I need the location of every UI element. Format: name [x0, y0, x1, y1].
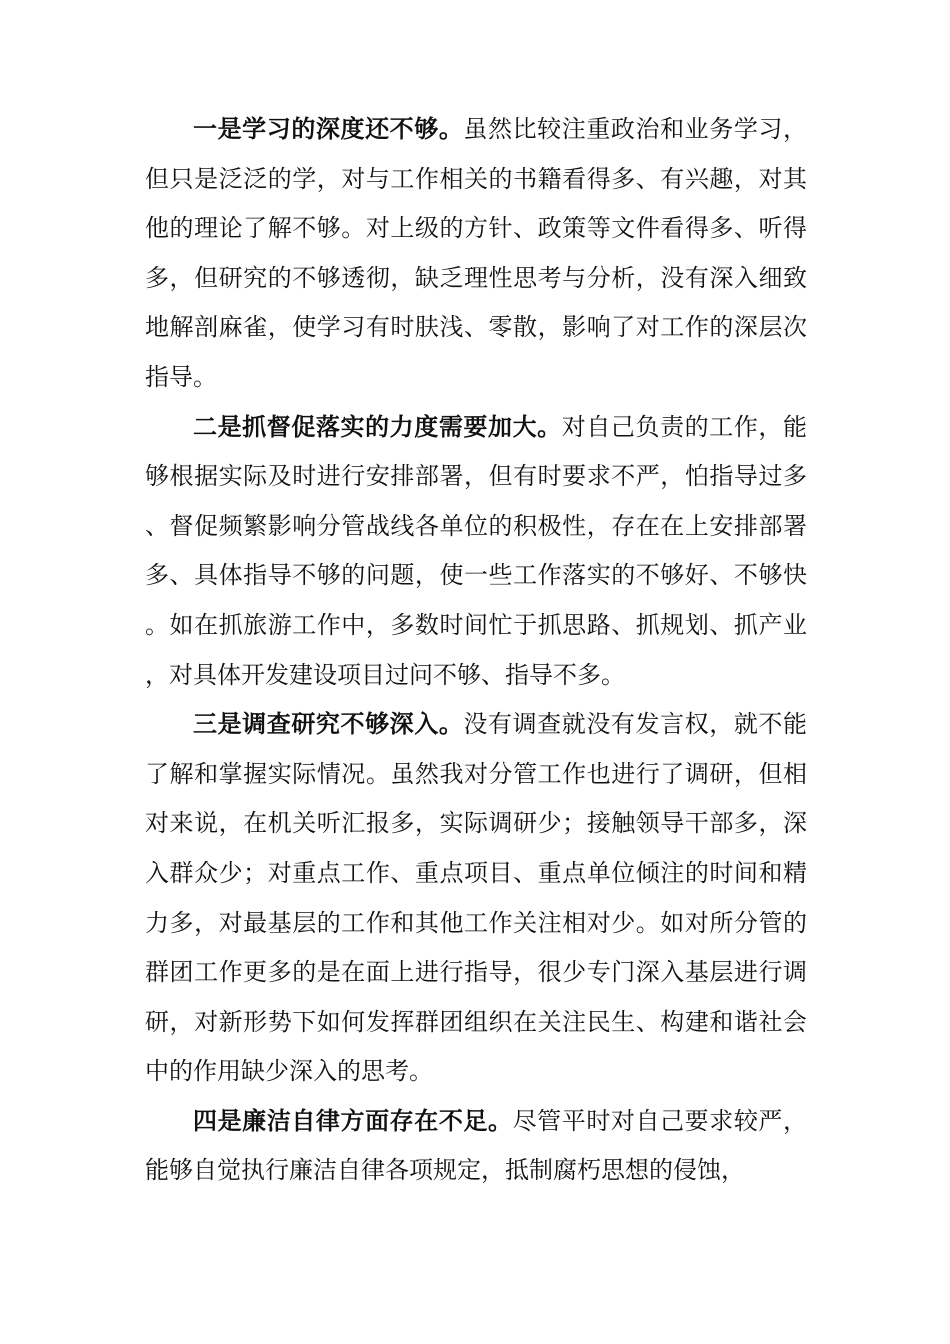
- paragraph-1: [145, 105, 807, 403]
- paragraph-2-text: 对自己负责的工作，能够根据实际及时进行安排部署，但有时要求不严，怕指导过多、督促频繁影响分管战线各单位的积极性，存在在上安排部署多、具体指导不够的问题，使一些工作落实的不够好、不够快。如在抓旅游工作中，多数时间忙于抓思路、抓规划、抓产业，对具体开发建设项目过问不够、指导不多。: [145, 412, 807, 689]
- paragraph-3-heading: 三是调查研究不够深入。: [193, 710, 464, 739]
- paragraph-1-heading: 一是学习的深度还不够。: [193, 115, 464, 143]
- paragraph-2-heading: 二是抓督促落实的力度需要加大。: [193, 412, 562, 441]
- document-body: [145, 105, 807, 1196]
- paragraph-3: [145, 700, 807, 1097]
- paragraph-4: [145, 1097, 807, 1196]
- paragraph-4-heading: 四是廉洁自律方面存在不足。: [193, 1106, 513, 1135]
- paragraph-3-text: 没有调查就没有发言权，就不能了解和掌握实际情况。虽然我对分管工作也进行了调研，但相对来说，在机关听汇报多，实际调研少；接触领导干部多，深入群众少；对重点工作、重点项目、重点单位倾注的时间和精力多，对最基层的工作和其他工作关注相对少。如对所分管的群团工作更多的是在面上进行指导，很少专门深入基层进行调研，对新形势下如何发挥群团组织在关注民生、构建和谐社会中的作用缺少深入的思考。: [145, 710, 808, 1086]
- paragraph-1-text: 虽然比较注重政治和业务学习，但只是泛泛的学，对与工作相关的书籍看得多、有兴趣，对其他的理论了解不够。对上级的方针、政策等文件看得多、听得多，但研究的不够透彻，缺乏理性思考与分析，没有深入细致地解剖麻雀，使学习有时肤浅、零散，影响了对工作的深层次指导。: [145, 115, 808, 391]
- paragraph-2: [145, 403, 807, 701]
- paragraph-4-text: 尽管平时对自己要求较严，能够自觉执行廉洁自律各项规定，抵制腐朽思想的侵蚀，: [145, 1106, 808, 1185]
